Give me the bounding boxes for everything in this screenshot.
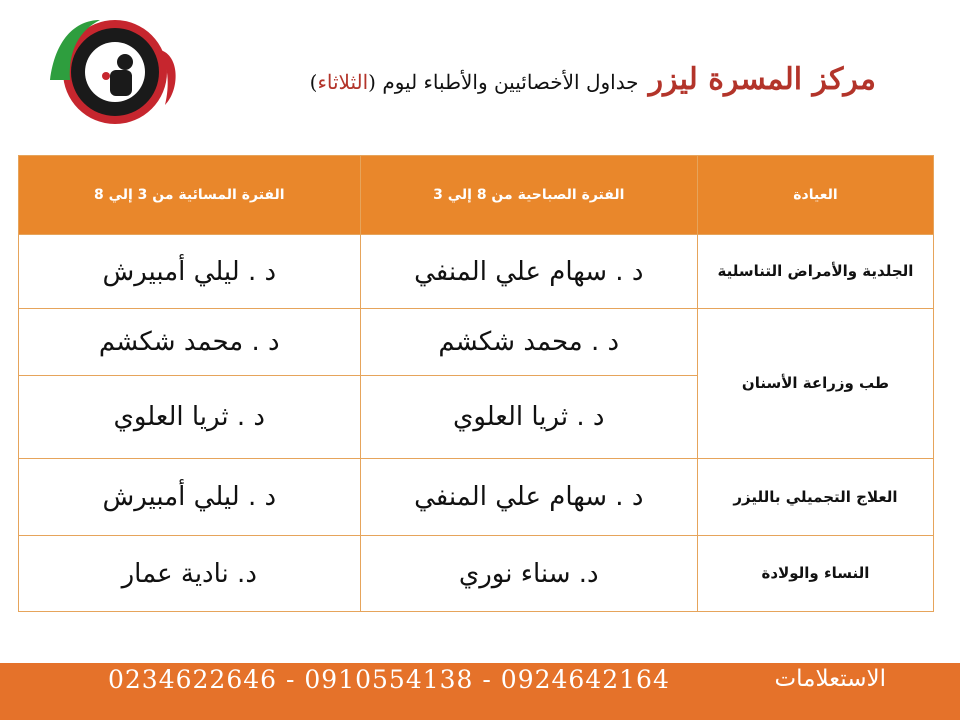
schedule-table (18, 155, 934, 612)
evening-doctor: د. نادية عمار (19, 536, 361, 612)
table-header-row (19, 156, 934, 235)
clinic-dermatology: الجلدية والأمراض التناسلية (697, 235, 933, 309)
center-name: مركز المسرة ليزر (648, 62, 876, 97)
inquiries-label: الاستعلامات (774, 666, 886, 692)
morning-doctor: د . سهام علي المنفي (360, 459, 697, 536)
page-subtitle (310, 70, 639, 94)
day-close-paren: ) (309, 70, 318, 94)
evening-doctor: د . ثريا العلوي (19, 376, 361, 459)
evening-doctor: د . محمد شكشم (19, 309, 361, 376)
header-clinic: العيادة (697, 156, 933, 235)
page-header (310, 62, 876, 122)
table-row (19, 309, 934, 376)
morning-doctor: د . محمد شكشم (360, 309, 697, 376)
subtitle-text: جداول الأخصائيين والأطباء ليوم (382, 70, 639, 94)
center-logo (30, 10, 190, 130)
morning-doctor: د . سهام علي المنفي (360, 235, 697, 309)
header-evening: الفترة المسائية من 3 إلي 8 (19, 156, 361, 235)
phone-numbers: 0234622646 - 0910554138 - 0924642164 (108, 665, 670, 694)
header-morning: الفترة الصباحية من 8 إلي 3 (360, 156, 697, 235)
clinic-dentistry: طب وزراعة الأسنان (697, 309, 933, 459)
table-row (19, 536, 934, 612)
medical-center-logo-icon (30, 10, 190, 130)
clinic-obstetrics: النساء والولادة (697, 536, 933, 612)
morning-doctor: د . ثريا العلوي (360, 376, 697, 459)
morning-doctor: د. سناء نوري (360, 536, 697, 612)
day-open-paren: ( (368, 70, 376, 94)
day-name: الثلاثاء (317, 70, 369, 94)
clinic-laser-cosmetic: العلاج التجميلي بالليزر (697, 459, 933, 536)
evening-doctor: د . ليلي أمبيرش (19, 235, 361, 309)
table-row (19, 235, 934, 309)
evening-doctor: د . ليلي أمبيرش (19, 459, 361, 536)
table-row (19, 459, 934, 536)
